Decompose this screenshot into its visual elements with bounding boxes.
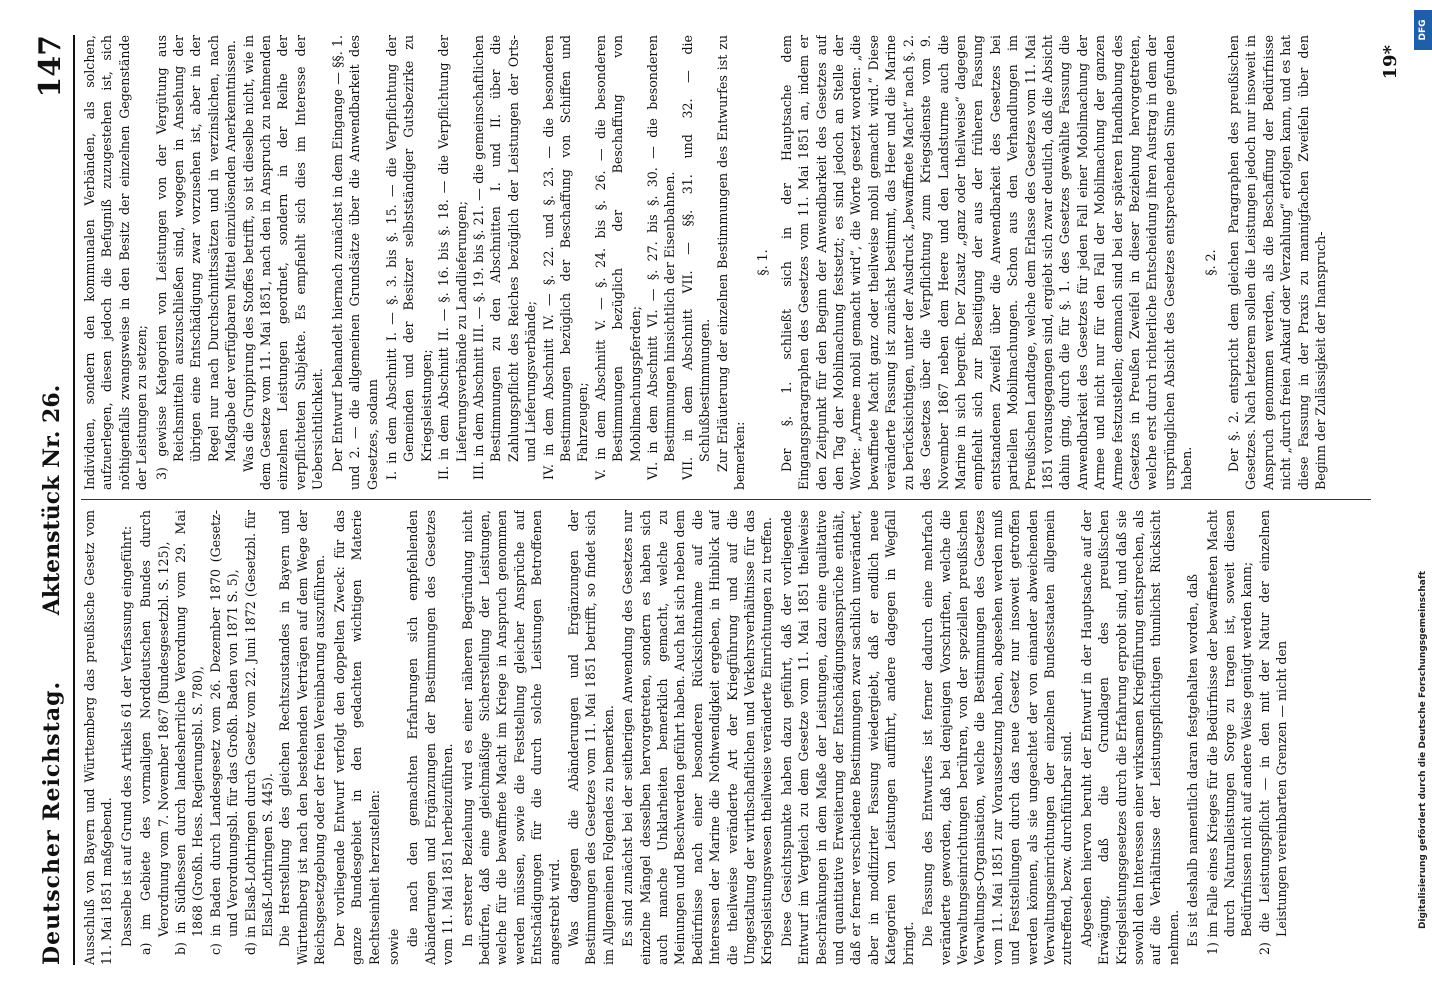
list-item: III. in dem Abschnitt III. — §. 19. bis §. 21. — die gemeinschaftlichen Bestimmungen zu den Abschnitten I. und II. über die Zahlungspflicht des Reiches bezüglich der Leistungen der Orts- und Lieferungsverbände; (470, 35, 539, 480)
paragraph: Was die Gruppirung des Stoffes betrifft, so ist dieselbe nicht, wie in dem Gesetze vom 11. Mai 1851, nach den in Anspruch zu nehmenden einzelnen Leistungen geordnet, sondern in der Reihe der verpflichteten Subjekte. Es empfiehlt sich dies im Interesse der Uebersichtlichkeit. (240, 35, 326, 490)
paragraph: Individuen, sondern den kommunalen Verbänden, als solchen, aufzuerlegen, diesen jedoch die Befugniß zuzugestehen ist, sich nöthigenfalls zwangsweise in den Besitz der einzelnen Gegenstände der Leistungen zu setzen; (82, 35, 150, 490)
paragraph: Der §. 1. schließt sich in der Hauptsache dem Eingangsparagraphen des Gesetzes vom 11. Mai 1851 an, indem er den Zeitpunkt für den Beginn der Anwendbarkeit des Gesetzes auf den Tag der Mobilmachung festsetzt; es sind jedoch an Stelle der Worte: „Armee mobil gemacht wird“, die Worte gesetzt worden: „die bewaffnete Macht ganz oder theilweise mobil gemacht wird.“ Diese veränderte Fassung ist zunächst bestimmt, das Heer und die Marine zu berücksichtigen, unter der Ausdruck „bewaffnete Macht“ nach §. 2. des Gesetzes über die Verpflichtung zum Kriegsdienste vom 9. November 1867 neben dem Heere und den Landsturme auch die Marine in sich begreift. Der Zusatz „ganz oder theilweise“ dagegen empfiehlt sich zur Beseitigung der aus der früheren Fassung entstandenen Zweifel über die Anwendbarkeit des Gesetzes bei partiellen Mobilmachungen. Schon aus den Verhandlungen im Preußischen Landtage, welche dem Erlasse des Gesetzes vom 11. Mai 1851 vorausgegangen sind, ergiebt sich zwar deutlich, daß die Absicht dahin ging, durch die für §. 1. des Gesetzes gewählte Fassung die Anwendbarkeit des Gesetzes für jeden Fall einer Mobilmachung der Armee und nicht nur für den Fall der Mobilmachung der ganzen Armee festzustellen; demnach sind bei der späteren Handhabung des Gesetzes in Preußen Zweifel in dieser Beziehung hervorgetreten, welche erst durch richterliche Entscheidung ihren Austrag in dem der ursprünglichen Absicht des Gesetzes entsprechenden Sinne gefunden haben. (778, 35, 1195, 490)
page-header (33, 35, 75, 965)
paragraph: Ausschluß von Bayern und Württemberg das preußische Gesetz vom 11. Mai 1851 maßgebend. (82, 510, 115, 965)
column-divider (81, 499, 1371, 500)
dfg-logo-text: DFG (1418, 19, 1428, 41)
digitization-note (1416, 500, 1430, 1000)
paragraph: Dasselbe ist auf Grund des Artikels 61 der Verfassung eingeführt: (118, 525, 134, 947)
right-column (81, 35, 1371, 490)
header-document-number: Aktenstück Nr. 26. (39, 384, 65, 616)
section-heading: §. 2. (1202, 249, 1218, 276)
list-item: II. in dem Abschnitt II. — §. 16. bis §. 18. — die Verpflichtung der Lieferungsverbände zu Landlieferungen; (436, 35, 469, 480)
list-item: a) im Gebiete des vormaligen Norddeutschen Bundes durch Verordnung vom 7. November 1867 (Bundesgesetzbl. S. 125), (138, 510, 171, 955)
paragraph: Es ist deshalb namentlich daran festgehalten worden, daß (1185, 574, 1201, 947)
paragraph: Abgesehen hiervon beruht der Entwurf in der Hauptsache auf der Erwägung, daß die Grundlagen des preußischen Kriegsleistungsgesetzes durch die Erfahrung erprobt sind, und daß sie sowohl den Interessen einer wirksamen Kriegführung entsprechen, als auf die Verhältnisse der Leistungspflichtigen thunlichst Rücksicht nehmen. (1078, 510, 1181, 965)
signature-mark: 19* (1380, 45, 1401, 80)
paragraph: Der vorliegende Entwurf verfolgt den doppelten Zweck: für das ganze Bundesgebiet in den gedachten wichtigen Materie Rechtseinheit herzustellen: (331, 510, 382, 965)
paragraph: Es sind zunächst bei der seitherigen Anwendung des Gesetzes nur einzelne Mängel desselben hervorgetreten, sondern es haben sich auch manche Unklarheiten bemerklich gemacht, welche zu Meinungen und Beschwerden geführt haben. Auch hat sich neben dem Bedürfnisse nach einer besonderen Rücksichtnahme auf die Interessen der Marine die Nothwendigkeit ergeben, in Hinblick auf die theilweise veränderte Art der Kriegführung und auf die Umgestaltung der wirthschaftlichen und Verkehrsverhältnisse für das Kriegsleistungswesen theilweise veränderte Einrichtungen zu treffen. (620, 510, 775, 965)
list-item: 3) gewisse Kategorien von Leistungen von der Vergütung aus Reichsmitteln auszuschließen sind, wogegen in Ansehung der übrigen eine Entschädigung zwar vorzusehen ist, aber in der Regel nur nach Durchschnittssätzen und in verzinslichen, nach Maßgabe der verfügbaren Mittel einzulösenden Anerkenntnissen. (153, 35, 239, 480)
paragraph: In ersterer Beziehung wird es einer näheren Begründung nicht bedürfen, daß eine gleichmäßige Sicherstellung der Leistungen, welche für die bewaffnete Macht im Kriege in Anspruch genommen werden müssen, sowie die Feststellung gleicher Ansprüche auf Entschädigungen für die durch solche Leistungen Betroffenen angestrebt wird. (459, 510, 562, 965)
page-number: 147 (33, 35, 68, 98)
list-item: VI. in dem Abschnitt VI. — §. 27. bis §. 30. — die besonderen Bestimmungen hinsichtlich der Eisenbahnen. (645, 35, 678, 480)
paragraph: Die Fassung des Entwurfes ist ferner dadurch eine mehrfach veränderte geworden, daß bei denjenigen Vorschriften, welche die Verwaltungseinrichtungen berühren, von der speziellen preußischen Verwaltungs-Organisation, welche die Bestimmungen des Gesetzes vom 11. Mai 1851 zur Voraussetzung haben, abgesehen werden muß und Feststellungen durch das neue Gesetz nur insoweit getroffen werden können, als sie ungeachtet der von einander abweichenden Verwaltungseinrichtungen der einzelnen Bundesstaaten allgemein zutreffend, bezw. durchführbar sind. (920, 510, 1075, 965)
paragraph: Was dagegen die Abänderungen und Ergänzungen der Bestimmungen des Gesetzes vom 11. Mai 1851 betrifft, so findet sich im Allgemeinen Folgendes zu bemerken. (565, 510, 616, 965)
document-page (21, 15, 1411, 985)
list-item: V. in dem Abschnitt V. — §. 24. bis §. 26. — die besonderen Bestimmungen bezüglich der Beschaffung von Mobilmachungspferden; (592, 35, 643, 480)
list-item: VII. in dem Abschnitt VII. — §§. 31. und 32. — die Schlußbestimmungen. (679, 35, 713, 480)
paragraph: Zur Erläuterung der einzelnen Bestimmungen des Entwurfes ist zu bemerken: (714, 35, 748, 490)
list-item: 1) im Falle eines Krieges für die Bedürfnisse der bewaffneten Macht durch Naturalleistungen Sorge zu tragen ist, soweit diesen Bedürfnissen nicht auf andere Weise genügt werden kann; (1204, 510, 1255, 955)
left-column (81, 510, 1371, 965)
paragraph: sowie (385, 928, 401, 965)
list-item: b) in Südhessen durch landesherrliche Verordnung vom 29. Mai 1868 (Großh. Hess. Regierungsbl. S. 780), (173, 510, 206, 955)
list-item: d) in Elsaß-Lothringen durch Gesetz vom 22. Juni 1872 (Gesetzbl. für Elsaß-Lothringen S. 445). (242, 510, 276, 955)
list-item: 2) die Leistungspflicht — in den mit der Natur der einzelnen Leistungen vereinbarten Grenzen — nicht den (1256, 510, 1290, 955)
digitization-note-text: Digitalisierung gefördert durch die Deutsche Forschungsgemeinschaft (1418, 570, 1428, 930)
paragraph: die nach den gemachten Erfahrungen sich empfehlenden Abänderungen und Ergänzungen der Bestimmungen des Gesetzes vom 11. Mai 1851 herbeizuführen. (405, 510, 456, 965)
list-item: I. in dem Abschnitt I. — §. 3. bis §. 15. — die Verpflichtung der Gemeinden und der Besitzer selbstständiger Gutsbezirke zu Kriegsleistungen; (383, 35, 434, 480)
paragraph: Der §. 2. entspricht dem gleichen Paragraphen des preußischen Gesetzes. Nach letzterem sollen die Leistungen jedoch nur insoweit in Anspruch genommen werden, als die Beschaffung der Bedürfnisse nicht „durch freien Ankauf oder Verzahlung“ erfolgen kann, und es hat diese Fassung in der Praxis zu mannigfachen Zweifeln über den Beginn der Zulässigkeit der Inanspruch- (1226, 35, 1329, 490)
paragraph: Der Entwurf behandelt hiernach zunächst in dem Eingange — §§. 1. und 2. — die allgemeinen Grundsätze über die Anwendbarkeit des Gesetzes, sodann (329, 35, 380, 490)
list-item: IV. in dem Abschnitt IV. — §. 22. und §. 23. — die besonderen Bestimmungen bezüglich der Beschaffung von Schiffen und Fahrzeugen; (540, 35, 591, 480)
paragraph: Diese Gesichtspunkte haben dazu geführt, daß der vorliegende Entwurf im Vergleich zu dem Gesetze vom 11. Mai 1851 theilweise Beschränkungen in dem Maße der Leistungen, dazu eine qualitative und quantitative Erweiterung der Entschädigungsansprüche enthält, daß er ferner verschiedene Bestimmungen zwar sachlich unverändert, aber in modifizirter Fassung wiedergiebt, daß er endlich neue Kategorien von Leistungen aufführt, andere dagegen in Wegfall bringt. (778, 510, 916, 965)
dfg-logo (1414, 10, 1432, 50)
paragraph: Die Herstellung des gleichen Rechtszustandes in Bayern und Württemberg ist nach den bestehenden Verträgen auf dem Wege der Reichsgesetzgebung oder der freien Vereinbarung auszuführen. (277, 510, 328, 965)
list-item: c) in Baden durch Landesgesetz vom 26. Dezember 1870 (Gesetz- und Verordnungsbl. für das Großh. Baden von 1871 S. 5), (207, 510, 241, 955)
header-left-title: Deutscher Reichstag. (39, 680, 65, 965)
section-heading: §. 1. (755, 249, 771, 276)
